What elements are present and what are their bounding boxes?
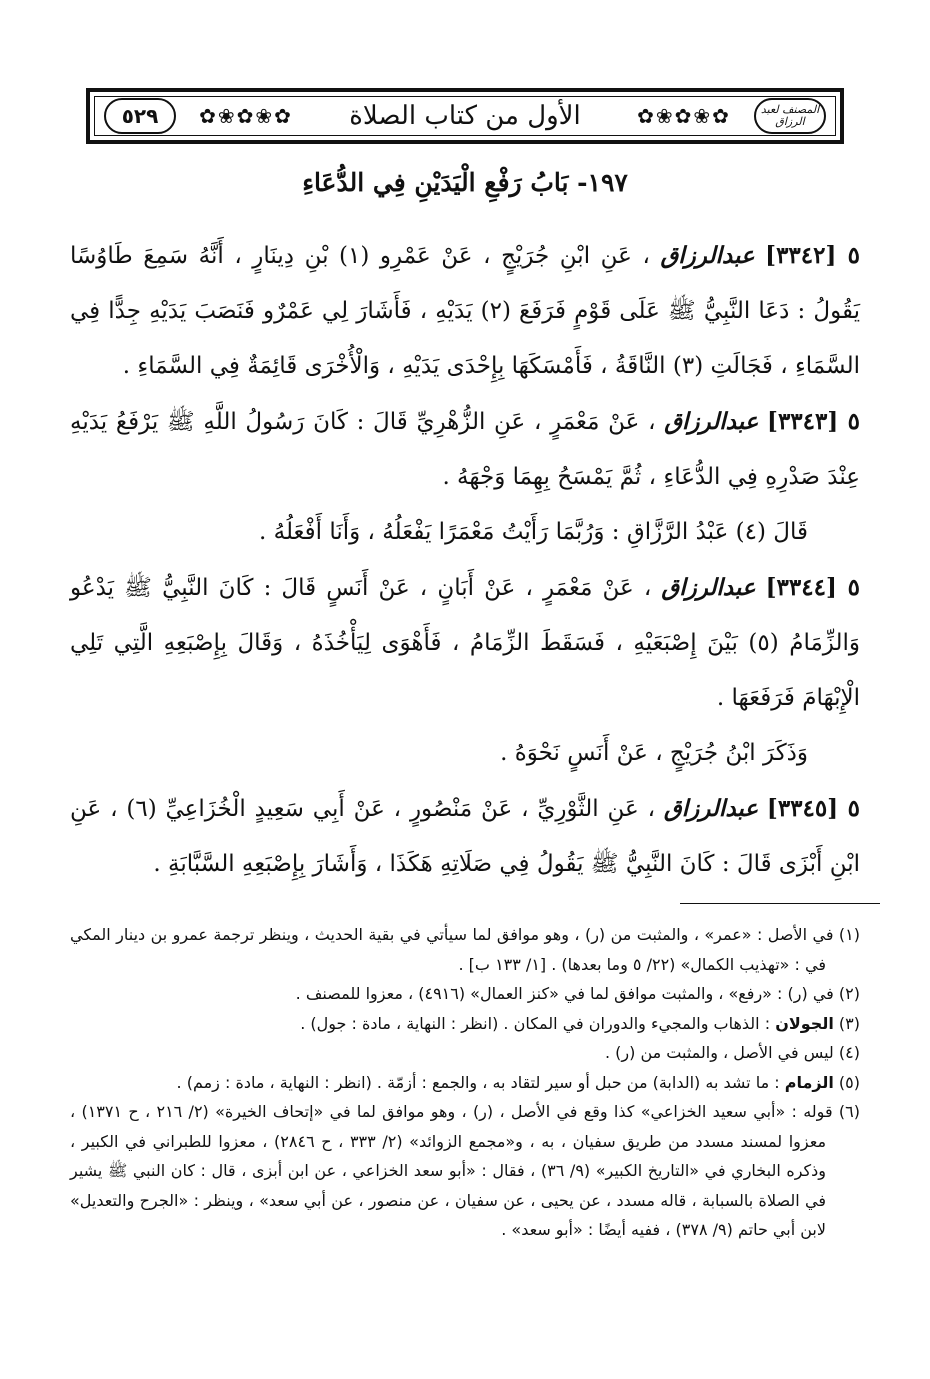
header-ornament-right: ✿❀✿❀✿ <box>637 104 731 128</box>
running-title: الأول من كتاب الصلاة <box>349 101 581 131</box>
hadith-paragraph <box>70 781 860 892</box>
footnote <box>70 1009 860 1039</box>
hadith-author: عبدالرزاق <box>661 574 756 601</box>
hadith-paragraph <box>70 560 860 726</box>
hadith-number: ٥ [٣٣٤٤] <box>765 574 861 601</box>
footnote-number: (٢) <box>838 984 860 1003</box>
footnotes <box>70 920 860 1245</box>
footnote <box>70 1068 860 1098</box>
footnote-number: (٣) <box>838 1013 860 1033</box>
footnote-text: ليس في الأصل ، والمثبت من (ر) . <box>604 1043 834 1062</box>
hadith-note-paragraph <box>70 726 860 781</box>
hadith-note-paragraph <box>70 505 860 560</box>
hadith-text: ، عَنْ مَعْمَرٍ ، عَنْ أَبَانٍ ، عَنْ أَنَسٍ قَالَ : كَانَ النَّبِيُّ ﷺ يَدْعُو وَالزِّمَامُ (٥) بَيْنَ إِصْبَعَيْهِ ، فَسَقَطَ الزِّمَامُ ، فَأَهْوَى لِيَأْخُذَهُ ، وَقَالَ بِإِصْبَعِهِ الَّتِي تَلِي الْإِبْهَامَ فَرَفَعَهَا . <box>70 575 860 711</box>
footnote-number: (٥) <box>838 1072 860 1092</box>
footnote-term: الجولان <box>775 1013 834 1033</box>
hadith-text: قَالَ (٤) عَبْدُ الرَّزَّاقِ : وَرُبَّمَا رَأَيْتُ مَعْمَرًا يَفْعَلُهُ ، وَأَنَا أَفْعَلُهُ . <box>258 519 808 545</box>
footnote-text: في (ر) : «رفع» ، والمثبت موافق لما في «كنز العمال» (٤٩١٦) ، معزوا للمصنف . <box>295 984 834 1003</box>
hadith-author: عبدالرزاق <box>663 795 759 822</box>
hadith-number: ٥ [٣٣٤٢] <box>765 242 860 269</box>
footnote-text: : الذهاب والمجيء والدوران في المكان . (انظر : النهاية ، مادة : جول) . <box>300 1013 771 1033</box>
book-logo-text: المصنف لعبد الرزاق <box>760 103 820 128</box>
footnote-number: (٤) <box>838 1043 860 1062</box>
footnote-text: في الأصل : «عمر» ، والمثبت من (ر) ، وهو موافق لما سيأتي في بقية الحديث ، وينظر ترجمة عمرو بن دينار المكي في : «تهذيب الكمال» (٢٢/ ٥ وما بعدها) . [١/ ١٣٣ ب] . <box>70 925 834 974</box>
footnote-term: الزمام <box>784 1072 834 1092</box>
footnote <box>70 979 860 1009</box>
page-number-cartouche <box>104 98 176 134</box>
footnote-number: (٦) <box>838 1102 860 1121</box>
footnote-separator <box>680 903 880 904</box>
footnote <box>70 1038 860 1068</box>
hadith-text: ، عَنْ مَعْمَرٍ ، عَنِ الزُّهْرِيِّ قَالَ : كَانَ رَسُولُ اللَّهِ ﷺ يَرْفَعُ يَدَيْهِ عِنْدَ صَدْرِهِ فِي الدُّعَاءِ ، ثُمَّ يَمْسَحُ بِهِمَا وَجْهَهُ . <box>70 409 860 490</box>
chapter-title: ١٩٧- بَابُ رَفْعِ الْيَدَيْنِ فِي الدُّعَاءِ <box>302 168 628 197</box>
hadith-text: ، عَنِ الثَّوْرِيِّ ، عَنْ مَنْصُورٍ ، عَنْ أَبِي سَعِيدٍ الْخُزَاعِيِّ (٦) ، عَنِ ابْنِ أَبْزَى قَالَ : كَانَ النَّبِيُّ ﷺ يَقُولُ فِي صَلَاتِهِ هَكَذَا ، وَأَشَارَ بِإِصْبَعِهِ السَّبَّابَةِ . <box>70 796 860 877</box>
hadith-paragraph <box>70 394 860 505</box>
footnote <box>70 1097 860 1245</box>
header-ornament-left: ✿❀✿❀✿ <box>199 104 293 128</box>
hadith-text: ، عَنِ ابْنِ جُرَيْجٍ ، عَنْ عَمْرِو (١) بْنِ دِينَارٍ ، أَنَّهُ سَمِعَ طَاوُسًا يَقُولُ : دَعَا النَّبِيُّ ﷺ عَلَى قَوْمٍ فَرَفَعَ (٢) يَدَيْهِ ، فَأَشَارَ لِي عَمْرٌو فَنَصَبَ يَدَيْهِ جِدًّا فِي السَّمَاءِ ، فَجَالَتِ (٣) النَّاقَةُ ، فَأَمْسَكَهَا بِإِحْدَى يَدَيْهِ ، وَالْأُخْرَى قَائِمَةٌ فِي السَّمَاءِ . <box>70 243 860 379</box>
page-number: ٥٢٩ <box>121 104 159 128</box>
hadith-number: ٥ [٣٣٤٣] <box>767 408 860 435</box>
page-header <box>86 88 844 144</box>
hadith-author: عبدالرزاق <box>660 242 755 269</box>
footnote-text: قوله : «أبي سعيد الخزاعي» كذا وقع في الأصل ، (ر) ، وهو موافق لما في «إتحاف الخيرة» (٢/ ٢١٦ ، ح ١٣٧١) ، معزوا لمسند مسدد من طريق سفيان ، به ، و«مجمع الزوائد» (٢/ ٣٣٣ ، ح ٢٨٤٦) ، معزوا للطبراني في الكبير ، وذكره البخاري في «التاريخ الكبير» (٩/ ٣٦) ، فقال : «أبو سعد الخزاعي ، عن ابن أبزى ، قال : كان النبي ﷺ يشير في الصلاة بالسبابة ، قاله مسدد ، عن يحيى ، عن سفيان ، عن منصور ، عن أبي سعد» ، وينظر : «الجرح والتعديل» لابن أبي حاتم (٩/ ٣٧٨) ، ففيه أيضًا : «أبو سعد» . <box>70 1102 833 1239</box>
footnote-number: (١) <box>838 925 860 944</box>
hadith-paragraph <box>70 228 860 394</box>
footnote-text: : ما تشد به (الدابة) من حبل أو سير لتقاد به ، والجمع : أزمّة . (انظر : النهاية ، مادة : زمم) . <box>176 1072 780 1092</box>
footnote <box>70 920 860 979</box>
book-logo <box>754 98 826 134</box>
hadith-author: عبدالرزاق <box>664 408 759 435</box>
hadith-number: ٥ [٣٣٤٥] <box>766 795 861 822</box>
main-text <box>70 228 860 892</box>
hadith-text: وَذَكَرَ ابْنُ جُرَيْجٍ ، عَنْ أَنَسٍ نَحْوَهُ . <box>500 740 808 766</box>
